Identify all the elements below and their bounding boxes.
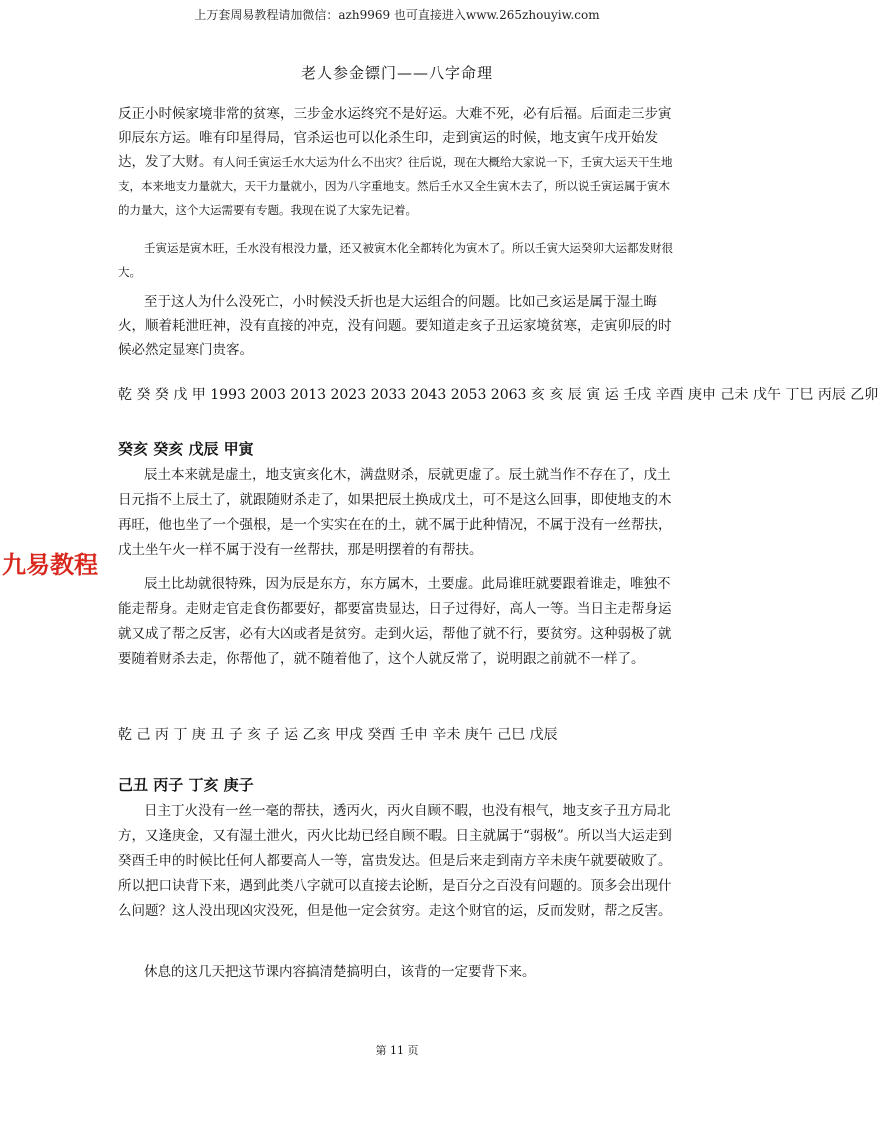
section2-paragraph-2: 休息的这几天把这节课内容搞清楚搞明白，该背的一定要背下来。 (144, 964, 536, 980)
chart2-row-stems: 乾 己 丙 丁 庚 (118, 727, 206, 743)
intro-paragraph-2: 壬寅运是寅木旺，壬水没有根没力量，还又被寅木化全都转化为寅木了。所以壬寅大运癸卯大运都发财很大。 (118, 241, 673, 279)
chart2-row-branches: 丑 子 亥 子 运 乙亥 甲戌 癸酉 壬申 辛未 庚午 己巳 戊辰 (210, 727, 558, 743)
section1-paragraph-1: 辰土本来就是虚土，地支寅亥化木，满盘财杀，辰就更虚了。辰土就当作不存在了，戊土日元指不上辰土了，就跟随财杀走了，如果把辰土换成戊土，可不是这么回事，即使地支的木再旺，他也坐了一个强根，是一个实实在在的土，就不属于此种情况，不属于没有一丝帮扶，戊土坐午火一样不属于没有一丝帮扶，那是明摆着的有帮扶。 (118, 467, 672, 558)
intro-paragraph-1 (118, 102, 678, 222)
chart1-row-branches: 亥 亥 辰 寅 运 壬戌 辛酉 庚申 己未 戊午 丁巳 丙辰 乙卯 (530, 387, 878, 403)
section1-paragraph-2: 辰土比劫就很特殊，因为辰是东方，东方属木，土要虚。此局谁旺就要跟着谁走，唯独不能走帮身。走财走官走食伤都要好，都要富贵显达，日子过得好，高人一等。当日主走帮身运就又成了帮之反害，必有大凶或者是贫穷。走到火运，帮他了就不行，要贫穷。这种弱极了就要随着财杀去走，你帮他了，就不随着他了，这个人就反常了，说明跟之前就不一样了。 (118, 576, 672, 667)
chart1-row-years: 乾 癸 癸 戊 甲 1993 2003 2013 2023 2033 2043 2053 2063 (118, 387, 527, 403)
watermark-logo: 九易教程 (2, 551, 98, 579)
page-title: 老人参金镖门——八字命理 (300, 64, 493, 82)
bazi-chart-2 (118, 724, 558, 746)
page-number: 第 11 页 (375, 1044, 419, 1057)
page-header: 上万套周易教程请加微信：azh9969 也可直接进入www.265zhouyiw.com (194, 8, 600, 22)
section2-paragraph-1: 日主丁火没有一丝一毫的帮扶，透丙火，丙火自顾不暇，也没有根气，地支亥子丑方局北方，又逢庚金，又有湿土泄火，丙火比劫已经自顾不暇。日主就属于“弱极”。所以当大运走到癸酉壬申的时候比任何人都要高人一等，富贵发达。但是后来走到南方辛未庚午就要破败了。所以把口诀背下来，遇到此类八字就可以直接去论断，是百分之百没有问题的。顶多会出现什么问题？这人没出现凶灾没死，但是他一定会贫穷。走这个财官的运，反而发财，帮之反害。 (118, 803, 672, 919)
intro-text-small: 有人问壬寅运壬水大运为什么不出灾？往后说，现在大概给大家说一下，壬寅大运天干生地支，本来地支力量就大，天干力量就小，因为八字重地支。然后壬水又全生寅木去了，所以说壬寅运属于寅木的力量大，这个大运需要有专题。我现在说了大家先记着。 (118, 155, 673, 217)
intro-text-large: 反正小时候家境非常的贫寒，三步金水运终究不是好运。大难不死，必有后福。后面走三步寅卯辰东方运。唯有印星得局，官杀运也可以化杀生印，走到寅运的时候，地支寅午戌开始发达，发了大财。 (118, 106, 672, 170)
intro-paragraph-3: 至于这人为什么没死亡，小时候没夭折也是大运组合的问题。比如己亥运是属于湿土晦火，顺着耗泄旺神，没有直接的冲克，没有问题。要知道走亥子丑运家境贫寒，走寅卯辰的时候必然定显寒门贵客。 (118, 294, 672, 358)
bazi-chart-1 (118, 384, 878, 406)
chart1-pillars: 癸亥 癸亥 戊辰 甲寅 (118, 440, 254, 458)
chart2-pillars: 己丑 丙子 丁亥 庚子 (118, 776, 254, 794)
